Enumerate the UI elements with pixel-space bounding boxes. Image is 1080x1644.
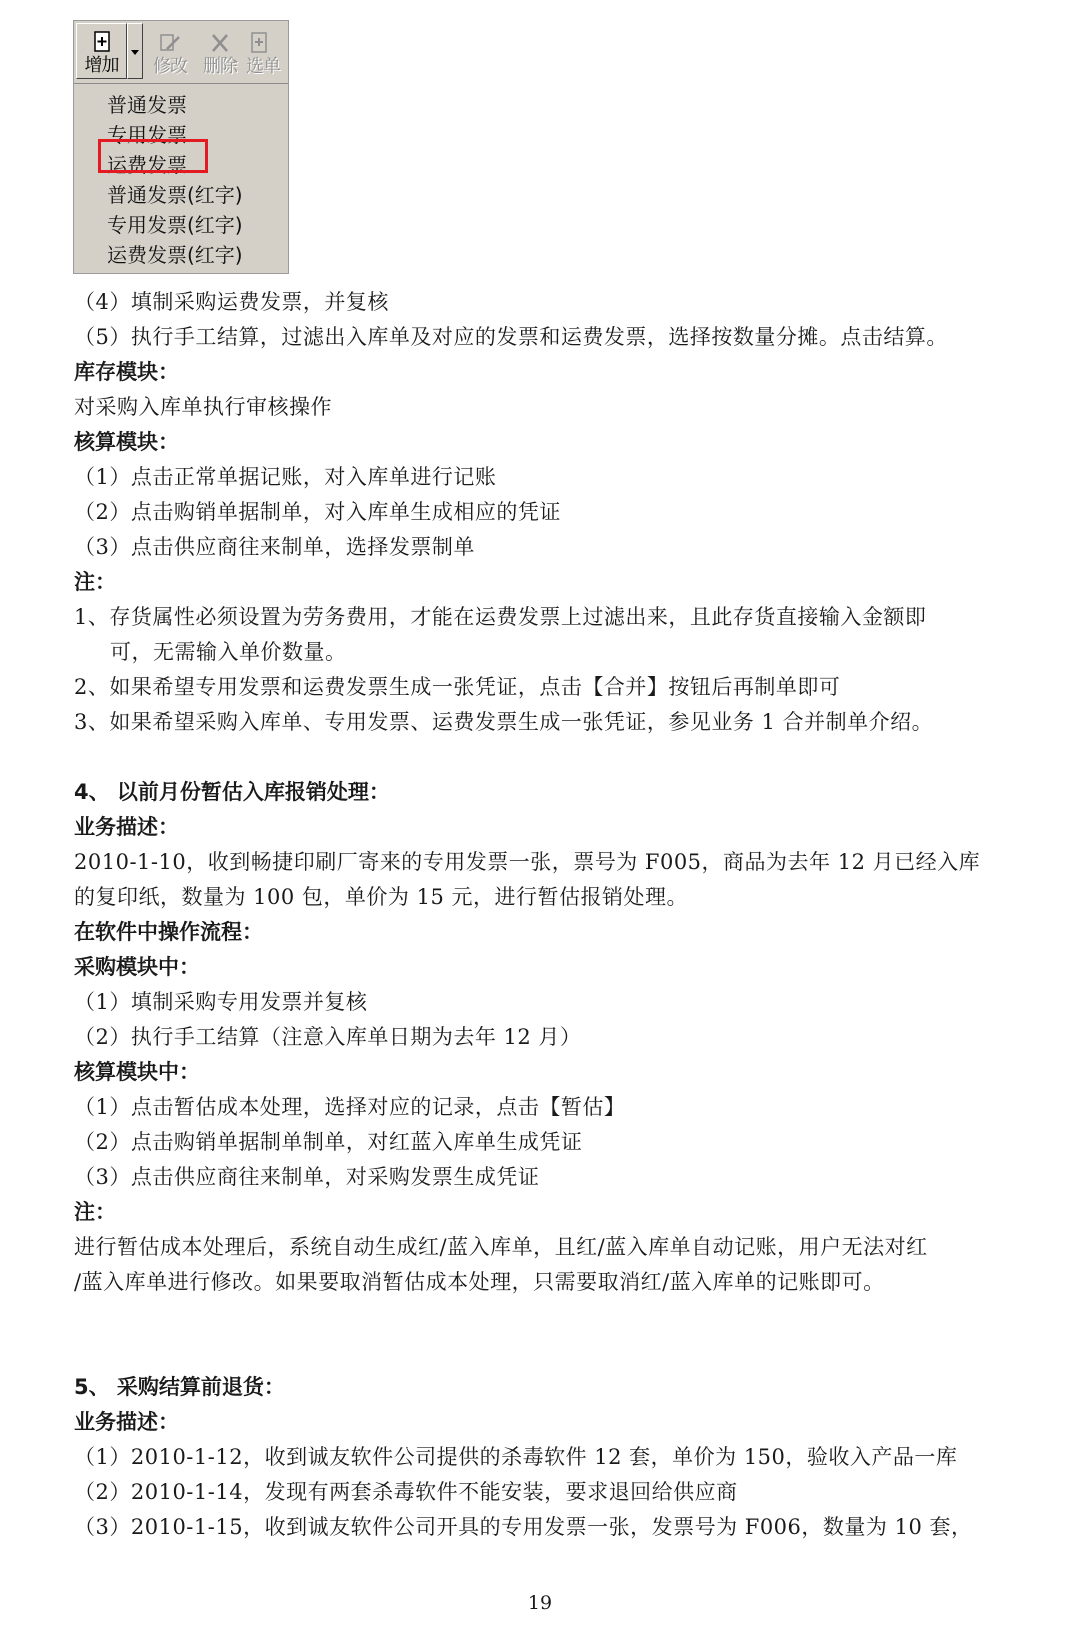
business-description-line-1: 2010-1-10，收到畅捷印刷厂寄来的专用发票一张，票号为 F005，商品为去年 12 月已经入库 (74, 850, 981, 874)
return-step-1: （1）2010-1-12，收到诚友软件公司提供的杀毒软件 12 套，单价为 150，验收入产品一库 (74, 1445, 958, 1469)
select-button-label: 选单 (246, 56, 280, 77)
add-dropdown-arrow[interactable] (127, 23, 143, 79)
note-1: 1、存货属性必须设置为劳务费用，才能在运费发票上过滤出来，且此存货直接输入金额即 (74, 605, 927, 629)
accounting-step-1: （1）点击正常单据记账，对入库单进行记账 (74, 465, 497, 489)
toolbar (74, 21, 288, 84)
edit-pencil-icon (158, 31, 182, 55)
add-dropdown-menu (74, 84, 288, 272)
accounting-step-2: （2）点击购销单据制单，对入库单生成相应的凭证 (74, 500, 561, 524)
page-number: 19 (527, 1592, 553, 1614)
note-estimate-line-2: /蓝入库单进行修改。如果要取消暂估成本处理，只需要取消红/蓝入库单的记账即可。 (74, 1270, 885, 1294)
menu-item-special-invoice[interactable]: 专用发票 (107, 123, 187, 147)
edit-button[interactable] (146, 23, 194, 79)
toolbar-screenshot (73, 20, 289, 274)
section-4-heading: 4、 以前月份暂估入库报销处理： (74, 780, 390, 804)
heading-software-procedure: 在软件中操作流程： (74, 920, 263, 944)
select-button[interactable] (246, 23, 286, 79)
accounting-step-3: （3）点击供应商往来制单，选择发票制单 (74, 535, 475, 559)
menu-item-freight-invoice-red[interactable]: 运费发票(红字) (107, 243, 243, 267)
section-5-heading: 5、 采购结算前退货： (74, 1375, 285, 1399)
step-fill-freight-invoice: （4）填制采购运费发票，并复核 (74, 290, 389, 314)
freight-invoice-highlight-box (98, 139, 208, 173)
menu-item-freight-invoice[interactable]: 运费发票 (107, 153, 187, 177)
menu-item-special-invoice-red[interactable]: 专用发票(红字) (107, 213, 243, 237)
note-2: 2、如果希望专用发票和运费发票生成一张凭证，点击【合并】按钮后再制单即可 (74, 675, 841, 699)
edit-button-label: 修改 (153, 56, 187, 77)
return-step-3: （3）2010-1-15，收到诚友软件公司开具的专用发票一张，发票号为 F006，数量为 10 套， (74, 1515, 973, 1539)
heading-business-description-5: 业务描述： (74, 1410, 179, 1434)
note-estimate-line-1: 进行暂估成本处理后，系统自动生成红/蓝入库单，且红/蓝入库单自动记账，用户无法对红 (74, 1235, 928, 1259)
menu-item-ordinary-invoice-red[interactable]: 普通发票(红字) (107, 183, 243, 207)
delete-button[interactable] (196, 23, 244, 79)
add-document-icon (90, 30, 114, 54)
heading-accounting-module: 核算模块： (74, 430, 179, 454)
add-button-label: 增加 (84, 55, 119, 76)
accounting-in-step-1: （1）点击暂估成本处理，选择对应的记录，点击【暂估】 (74, 1095, 626, 1119)
step-manual-settlement: （5）执行手工结算，过滤出入库单及对应的发票和运费发票，选择按数量分摊。点击结算。 (74, 325, 948, 349)
purchase-step-2: （2）执行手工结算（注意入库单日期为去年 12 月） (74, 1025, 582, 1049)
return-step-2: （2）2010-1-14，发现有两套杀毒软件不能安装，要求退回给供应商 (74, 1480, 738, 1504)
accounting-in-step-3: （3）点击供应商往来制单，对采购发票生成凭证 (74, 1165, 540, 1189)
select-document-icon (248, 31, 272, 55)
heading-purchase-module: 采购模块中： (74, 955, 200, 979)
business-description-line-2: 的复印纸，数量为 100 包，单价为 15 元，进行暂估报销处理。 (74, 885, 689, 909)
note-3: 3、如果希望采购入库单、专用发票、运费发票生成一张凭证，参见业务 1 合并制单介绍。 (74, 710, 934, 734)
heading-note: 注： (74, 570, 116, 594)
inventory-step-audit: 对采购入库单执行审核操作 (74, 395, 332, 419)
heading-inventory-module: 库存模块： (74, 360, 179, 384)
delete-x-icon (208, 31, 232, 55)
heading-accounting-module-in: 核算模块中： (74, 1060, 200, 1084)
note-1-continued: 可，无需输入单价数量。 (110, 640, 347, 664)
purchase-step-1: （1）填制采购专用发票并复核 (74, 990, 368, 1014)
delete-button-label: 删除 (203, 56, 237, 77)
heading-business-description: 业务描述： (74, 815, 179, 839)
heading-note-2: 注： (74, 1200, 116, 1224)
accounting-in-step-2: （2）点击购销单据制单制单，对红蓝入库单生成凭证 (74, 1130, 583, 1154)
menu-item-ordinary-invoice[interactable]: 普通发票 (107, 93, 187, 117)
add-button[interactable] (76, 23, 127, 79)
